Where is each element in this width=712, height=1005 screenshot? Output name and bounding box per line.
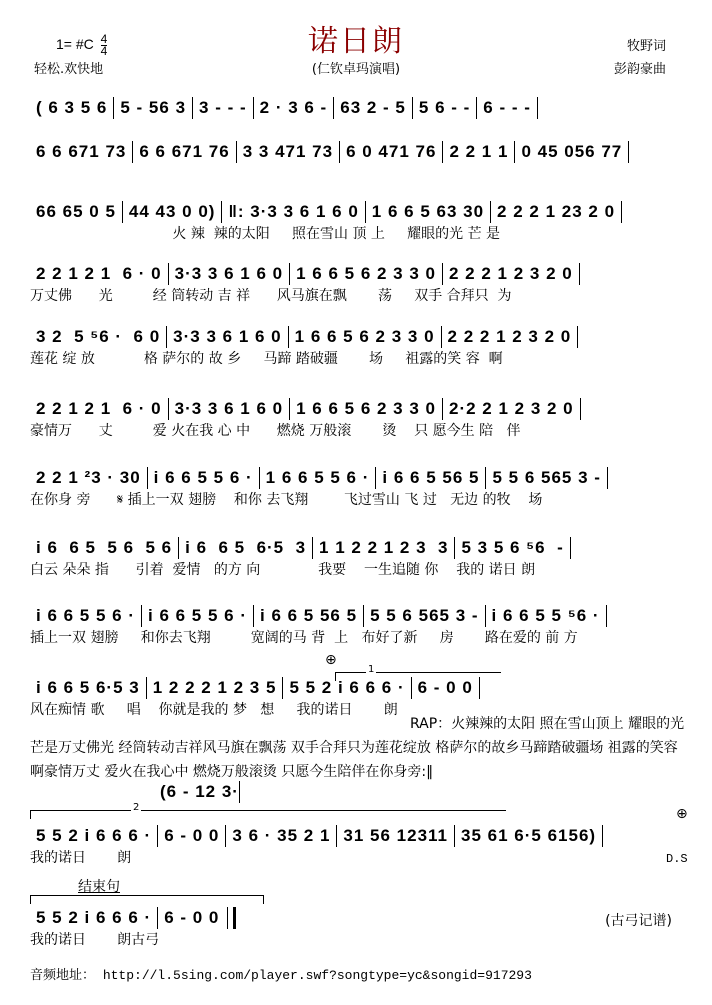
- score-row: [30, 466, 690, 510]
- measure: 6 0 471 76: [346, 142, 437, 161]
- measure: 63 2 - 5: [340, 98, 406, 117]
- measure: 1 6 6 5 6 2 3 3 0: [294, 327, 435, 346]
- score-row: [30, 397, 690, 441]
- key-label: 1=: [56, 36, 72, 53]
- measure: ( 6 3 5 6: [36, 98, 108, 117]
- notation-line: [30, 397, 690, 421]
- barline: [239, 781, 240, 803]
- ending-notes: [30, 906, 690, 930]
- measure: i 6 6 5 6·5 3: [36, 678, 140, 697]
- lyrics-line: 万丈佛 光 经 筒转动 吉 祥 风马旗在飘 荡 双手 合拜只 为: [30, 288, 512, 304]
- measure: i 6 6 5 5 ⁵6 ·: [491, 606, 600, 625]
- composer: 彭韵豪曲: [613, 62, 666, 77]
- ending-row: [30, 906, 690, 950]
- notation-line: [30, 325, 690, 349]
- barline: [602, 825, 603, 847]
- score-row: [30, 96, 690, 140]
- measure: 2 2 1 ²3 · 30: [36, 468, 141, 487]
- measure: i 6 6 5 56 5: [260, 606, 358, 625]
- measure: 31 56 12311: [343, 826, 449, 845]
- measure: i 6 6 5 5 6 ·: [148, 606, 247, 625]
- barline: [621, 201, 622, 223]
- tempo-marking: 轻松.欢快地: [34, 62, 104, 77]
- barline: [570, 537, 571, 559]
- measure: 2 2 2 1 2 3 2 0: [449, 264, 573, 283]
- measure: i 6 6 5 5 6 ·: [36, 606, 135, 625]
- barline: [628, 141, 629, 163]
- measure: 6 - 0 0: [417, 678, 473, 697]
- barline: [606, 605, 607, 627]
- volta-2-row: [30, 824, 690, 868]
- barline: [580, 398, 581, 420]
- measure: 1 6 6 5 5 6 ·: [265, 468, 370, 487]
- ending-lyrics: 我的诺日 朗古弓: [30, 932, 160, 948]
- volta-2-label: 2: [133, 802, 140, 813]
- rap-prefix: RAP：: [410, 716, 452, 732]
- measure: 5 - 56 3: [120, 98, 187, 117]
- key-value: #C: [75, 36, 94, 53]
- measure: ‖: 3·3 3 6 1 6 0: [228, 202, 359, 221]
- measure: 1 2 2 2 1 2 3 5: [152, 678, 277, 697]
- volta-2-notes: [30, 824, 690, 848]
- singer: (仁钦卓玛演唱): [311, 62, 401, 77]
- lyrics-line: 白云 朵朵 指 引着 爱情 的方 向 我要 一生追随 你 我的 诺日 朗: [30, 562, 536, 578]
- lyrics-line: 火 辣 辣的太阳 照在雪山 顶 上 耀眼的光 芒 是: [30, 226, 501, 242]
- interlude-notes: (6 - 12 3·: [160, 782, 239, 801]
- lyrics-line: 风在痴情 歌 唱 你就是我的 梦 想 我的诺日 朗: [30, 702, 398, 718]
- measure: 2 · 3 6 -: [259, 98, 328, 117]
- measure: 0 45 056 77: [521, 142, 623, 161]
- measure: 2 2 1 2 1 6 · 0: [36, 264, 162, 283]
- volta-1-label: 1: [368, 664, 375, 675]
- measure: 6 6 671 76: [139, 142, 230, 161]
- measure: 2 2 2 1 23 2 0: [497, 202, 616, 221]
- score-row: [30, 262, 690, 306]
- time-denominator: 4: [100, 44, 108, 58]
- lyrics-line: [30, 120, 690, 140]
- measure: 6 - 0 0: [164, 826, 220, 845]
- measure: 5 5 2 i 6 6 6 ·: [36, 826, 152, 845]
- measure: 3·3 3 6 1 6 0: [173, 327, 282, 346]
- measure: i 6 6 5 5 6 ·: [153, 468, 253, 487]
- coda-sign-icon: ⊕: [325, 652, 337, 668]
- measure: 2 2 1 2 1 6 · 0: [36, 399, 162, 418]
- measure: 44 43 0 0): [128, 202, 216, 221]
- measure: 3·3 3 6 1 6 0: [174, 264, 284, 283]
- notation-line: [30, 140, 690, 164]
- measure: 3 2 5 ⁵6 · 6 0: [36, 327, 161, 346]
- measure: 66 65 0 5: [36, 202, 116, 221]
- measure: i 6 6 5 56 5: [382, 468, 480, 487]
- measure: 3 - - -: [199, 98, 247, 117]
- ds-marking: D.S: [666, 852, 688, 866]
- measure: 5 6 - -: [418, 98, 471, 117]
- notation-line: [30, 466, 690, 490]
- audio-address: [30, 964, 532, 983]
- barline: [607, 467, 608, 489]
- notation-line: [30, 604, 690, 628]
- volta-1-bracket: [335, 664, 501, 681]
- measure: i 6 6 5 6·5 3: [185, 538, 307, 557]
- barline: [577, 326, 578, 348]
- measure: 3 6 · 35 2 1: [232, 826, 331, 845]
- rap-text: 火辣辣的太阳 照在雪山顶上 耀眼的光芒是万丈佛光 经筒转动吉祥风马旗在飘荡 双手合拜只为莲花绽放 格萨尔的故乡马蹄踏破疆场 祖露的笑容啊豪情万丈 爱火在我心中 燃烧万般滚烫 只愿今生陪伴在你身旁:‖: [30, 716, 685, 780]
- measure: 35 61 6·5 6156): [461, 826, 597, 845]
- score-row: [30, 140, 690, 184]
- score-row: [30, 325, 690, 369]
- measure: 3 3 471 73: [242, 142, 334, 161]
- measure: 2·2 2 1 2 3 2 0: [449, 399, 574, 418]
- measure: 5 3 5 6 ⁵6 -: [461, 538, 564, 557]
- interlude: [160, 780, 460, 804]
- lyrics-line: [30, 164, 690, 184]
- coda-sign-end-icon: ⊕: [676, 806, 688, 822]
- notation-line: [30, 536, 690, 560]
- measure: 5 5 6 565 3 -: [370, 606, 479, 625]
- notation-line: [30, 96, 690, 120]
- lyrics-line: 莲花 绽 放 格 萨尔的 故 乡 马蹄 踏破疆 场 祖露的笑 容 啊: [30, 351, 503, 367]
- audio-label: 音频地址：: [30, 968, 96, 983]
- barline: [579, 263, 580, 285]
- measure: 1 6 6 5 63 30: [371, 202, 485, 221]
- audio-url[interactable]: http://l.5sing.com/player.swf?songtype=yc&songid=917293: [102, 968, 532, 983]
- score-row: [30, 200, 690, 244]
- barline: [227, 907, 236, 929]
- ending-bracket: [30, 895, 264, 904]
- measure: 2 2 2 1 2 3 2 0: [447, 327, 572, 346]
- measure: i 6 6 5 5 6 5 6: [36, 538, 173, 557]
- volta-2-lyrics: 我的诺日 朗: [30, 850, 132, 866]
- measure: 2 2 1 1: [449, 142, 509, 161]
- measure: 6 6 671 73: [36, 142, 127, 161]
- score-row: [30, 536, 690, 580]
- measure: 6 - 0 0: [164, 908, 220, 927]
- score-row: [30, 604, 690, 648]
- lyrics-line: 豪情万 丈 爱 火在我 心 中 燃烧 万般滚 烫 只 愿今生 陪 伴: [30, 423, 521, 439]
- measure: 1 6 6 5 6 2 3 3 0: [296, 264, 436, 283]
- notation-line: [30, 200, 690, 224]
- lyricist: 牧野词: [626, 39, 666, 54]
- time-numerator: 4: [100, 32, 108, 46]
- measure: 6 - - -: [483, 98, 531, 117]
- measure: 5 5 2 i 6 6 6 ·: [289, 678, 405, 697]
- lyrics-line: 在你身 旁 𝄋 插上一双 翅膀 和你 去飞翔 飞过雪山 飞 过 无边 的牧 场: [30, 492, 543, 508]
- rap-lyrics: [30, 712, 690, 784]
- notation-line: [30, 262, 690, 286]
- measure: 3·3 3 6 1 6 0: [174, 399, 284, 418]
- barline: [537, 97, 538, 119]
- measure: 1 1 2 2 1 2 3 3: [319, 538, 449, 557]
- transcriber-credit: (古弓记谱): [605, 913, 672, 929]
- measure: 5 5 6 565 3 -: [492, 468, 601, 487]
- measure: 5 5 2 i 6 6 6 ·: [36, 908, 152, 927]
- song-title: 诺日朗: [308, 24, 404, 59]
- ending-label: 结束句: [78, 879, 120, 895]
- lyrics-line: 插上一双 翅膀 和你去飞翔 宽阔的马 背 上 布好了新 房 路在爱的 前 方: [30, 630, 578, 646]
- measure: 1 6 6 5 6 2 3 3 0: [296, 399, 436, 418]
- volta-2-bracket: [30, 802, 506, 819]
